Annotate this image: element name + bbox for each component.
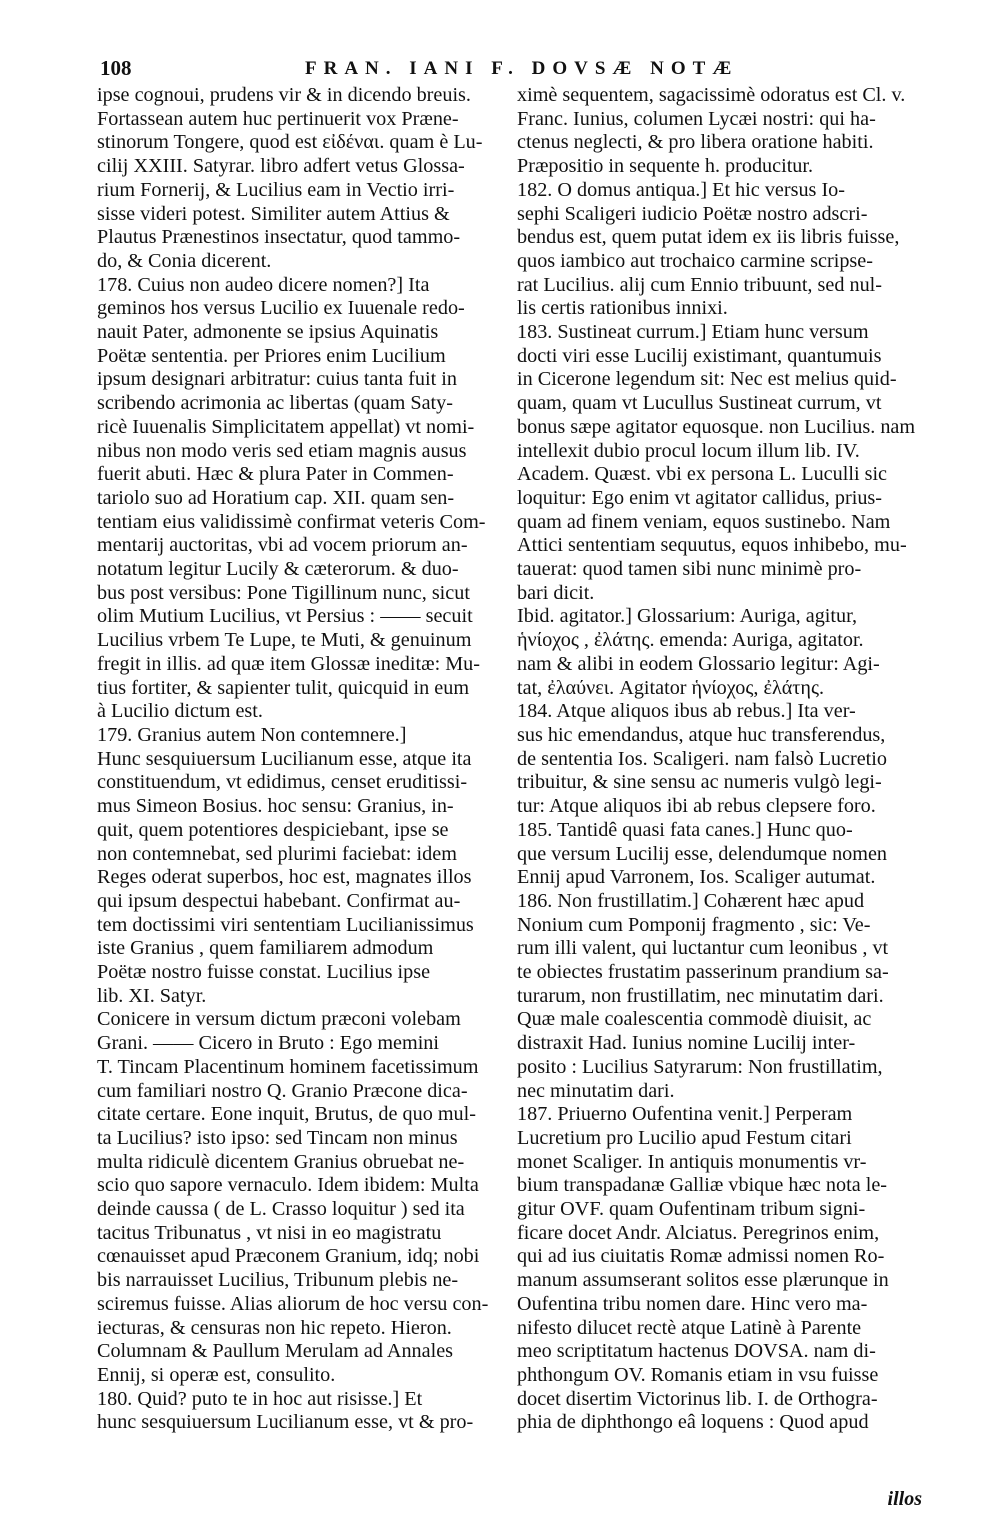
- text-line: Præpositio in sequente h. producitur.: [517, 155, 814, 178]
- text-line: quit, quem potentiores despiciebant, ipse se: [97, 818, 449, 841]
- text-line: iste Granius , quem familiarem admodum: [97, 937, 434, 960]
- text-line: ipsum designari arbitratur: cuius tanta fuit in: [97, 368, 457, 391]
- text-line: non contemnebat, sed plurimi faciebat: idem: [97, 842, 457, 865]
- text-line: 179. Granius autem Non contemnere.]: [97, 723, 407, 746]
- text-line: rat Lucilius. alij cum Ennio tribuunt, sed nul-: [517, 273, 882, 296]
- text-line: docti viri esse Lucilij existimant, quantumuis: [517, 344, 882, 367]
- running-title: FRAN. IANI F. DOVSÆ NOTÆ: [305, 58, 739, 79]
- text-line: quam ad finem veniam, equos sustinebo. Nam: [517, 510, 891, 533]
- text-line: tem doctissimi viri sententiam Lucilianissimus: [97, 913, 474, 936]
- text-line: tribuitur, & sine sensu ac numeris vulgò legi-: [517, 771, 882, 794]
- text-line: ficare docet Andr. Alciatus. Peregrinos enim,: [517, 1221, 880, 1244]
- text-line: Quæ male coalescentia commodè diuisit, ac: [517, 1008, 872, 1031]
- text-line: gitur OVF. quam Oufentinam tribum signi-: [517, 1198, 866, 1221]
- text-line: manum assumserant solitos esse plærunque in: [517, 1269, 889, 1292]
- text-line: monet Scaliger. In antiquis monumentis vr-: [517, 1150, 867, 1173]
- text-line: tentiam eius validissimè confirmat veteris Com-: [97, 510, 486, 533]
- page-number: 108: [100, 56, 132, 80]
- text-line: stinorum Tongere, quod est εἰδέναι. quam è Lu-: [97, 131, 483, 154]
- text-line: Academ. Quæst. vbi ex persona L. Luculli sic: [517, 463, 888, 486]
- text-line: 182. O domus antiqua.] Et hic versus Io-: [517, 178, 845, 201]
- text-line: Ennij apud Varronem, Ios. Scaliger autumat.: [517, 866, 876, 889]
- text-line: olim Mutium Lucilius, vt Persius : —— secuit: [97, 605, 473, 628]
- text-line: hunc sesquiuersum Lucilianum esse, vt & pro-: [97, 1411, 474, 1434]
- text-line: in Cicerone legendum sit: Nec est melius quid-: [517, 368, 897, 391]
- text-line: 178. Cuius non audeo dicere nomen?] Ita: [97, 273, 430, 296]
- text-line: notatum legitur Lucily & cæterorum. & duo-: [97, 558, 459, 581]
- text-line: tariolo suo ad Horatium cap. XII. quam sen-: [97, 486, 455, 509]
- text-line: do, & Conia dicerent.: [97, 249, 272, 272]
- text-line: bis narrauisset Lucilius, Tribunum plebis ne-: [97, 1269, 459, 1292]
- text-line: bonus sæpe agitator equosque. non Lucilius. nam: [517, 415, 916, 438]
- right-column: [517, 84, 935, 1435]
- text-line: nibus non modo veris sed etiam magnis ausus: [97, 439, 467, 462]
- text-line: ta Lucilius? isto ipso: sed Tincam non minus: [97, 1126, 458, 1149]
- text-line: 183. Sustineat currum.] Etiam hunc versum: [517, 321, 869, 344]
- text-line: Ennij, si operæ est, consulito.: [97, 1363, 336, 1386]
- text-line: que versum Lucilij esse, delendumque nomen: [517, 842, 888, 865]
- text-line: Franc. Iunius, columen Lycæi nostri: qui ha-: [517, 107, 876, 130]
- text-line: sus hic emendandus, atque huc transferendus,: [517, 723, 886, 746]
- text-line: multa ridiculè dicentem Granius obruebat ne-: [97, 1150, 465, 1173]
- text-line: de sententia Ios. Scaligeri. nam falsò Lucretio: [517, 747, 887, 770]
- catchword: illos: [887, 1488, 922, 1510]
- text-line: 180. Quid? puto te in hoc aut risisse.] Et: [97, 1387, 423, 1410]
- text-line: 187. Priuerno Oufentina venit.] Perperam: [517, 1103, 853, 1126]
- text-line: qui ipsum despectui habebant. Confirmat au-: [97, 889, 461, 912]
- left-column: [97, 84, 502, 1435]
- text-line: scribendo acrimonia ac libertas (quam Saty-: [97, 392, 453, 415]
- text-line: tauerat: quod tamen sibi nunc minimè pro-: [517, 558, 862, 581]
- text-line: tat, ἐλαύνει. Agitator ἡνίοχος, ἐλάτης.: [517, 676, 825, 699]
- text-line: Ibid. agitator.] Glossarium: Auriga, agitur,: [517, 605, 858, 628]
- text-line: ctenus neglecti, & pro libera oratione habiti.: [517, 131, 874, 154]
- text-line: rium Fornerij, & Lucilius eam in Vectio irri-: [97, 178, 455, 201]
- text-line: rum illi valent, qui luctantur cum leonibus , vt: [517, 937, 889, 960]
- text-line: turarum, non frustillatim, nec minutatim dari.: [517, 984, 884, 1007]
- text-line: ἡνίοχος , ἐλάτης. emenda: Auriga, agitator.: [517, 629, 864, 652]
- text-line: T. Tincam Placentinum hominem facetissimum: [97, 1055, 479, 1078]
- text-line: lis certis rationibus innixi.: [517, 297, 728, 320]
- text-line: fregit in illis. ad quæ item Glossæ ineditæ: Mu-: [97, 652, 480, 675]
- text-line: Grani. —— Cicero in Bruto : Ego memini: [97, 1032, 440, 1055]
- text-line: Fortassean autem huc pertinuerit vox Præne-: [97, 107, 459, 130]
- text-line: nauit Pater, admonente se ipsius Aquinatis: [97, 321, 439, 344]
- text-line: deinde caussa ( de L. Crasso loquitur ) sed ita: [97, 1198, 465, 1221]
- text-line: geminos hos versus Lucilio ex Iuuenale redo-: [97, 297, 465, 320]
- text-line: bendus est, quem putat idem ex iis libris fuisse,: [517, 226, 900, 249]
- text-line: sephi Scaligeri iudicio Poëtæ nostro adscri-: [517, 202, 868, 225]
- text-line: nec minutatim dari.: [517, 1079, 675, 1102]
- text-line: tacitus Tribunatus , vt nisi in eo magistratu: [97, 1221, 442, 1244]
- text-line: ricè Iuuenalis Simplicitatem appellat) vt nomi-: [97, 415, 475, 438]
- text-line: lib. XI. Satyr.: [97, 984, 207, 1007]
- text-line: mentarij auctoritas, vbi ad vocem priorum an-: [97, 534, 468, 557]
- text-line: 184. Atque aliquos ibus ab rebus.] Ita ver-: [517, 700, 856, 723]
- text-line: mus Simeon Bosius. hoc sensu: Granius, in-: [97, 795, 454, 818]
- text-line: quam, quam vt Lucullus Sustineat currum, vt: [517, 392, 882, 415]
- text-line: phia de diphthongo eâ loquens : Quod apud: [517, 1411, 869, 1434]
- text-line: ipse cognoui, prudens vir & in dicendo breuis.: [97, 84, 471, 106]
- text-line: nam & alibi in eodem Glossario legitur: Agi-: [517, 652, 880, 675]
- text-line: phthongum OV. Romanis etiam in vsu fuisse: [517, 1363, 879, 1386]
- running-header: [100, 56, 930, 86]
- text-line: distraxit Had. Iunius nomine Lucilij inter-: [517, 1032, 856, 1055]
- text-line: Poëtæ nostro fuisse constat. Lucilius ipse: [97, 961, 431, 984]
- text-line: bus post versibus: Pone Tigillinum nunc, sicut: [97, 581, 470, 604]
- text-line: cœnauisset apud Præconem Granium, idq; nobi: [97, 1245, 480, 1268]
- text-line: quos iambico aut trochaico carmine scripse-: [517, 249, 873, 272]
- text-line: citate certare. Eone inquit, Brutus, de quo mul-: [97, 1103, 476, 1126]
- text-line: fuerit abuti. Hæc & plura Pater in Commen-: [97, 463, 454, 486]
- text-line: loquitur: Ego enim vt agitator callidus, prius-: [517, 486, 882, 509]
- text-line: Lucilius vrbem Te Lupe, te Muti, & genuinum: [97, 629, 472, 652]
- text-line: te obiectes frustatim passerinum prandium sa-: [517, 961, 889, 984]
- text-line: Columnam & Paullum Merulam ad Annales: [97, 1340, 454, 1363]
- text-line: posito : Lucilius Satyrarum: Non frustillatim,: [517, 1055, 883, 1078]
- text-line: scio quo sapore vernaculo. Idem ibidem: Multa: [97, 1174, 479, 1197]
- text-line: intellexit dubio procul locum illum lib. IV.: [517, 439, 860, 462]
- text-line: nifesto dilucet rectè atque Latinè à Parente: [517, 1316, 862, 1339]
- text-line: constituendum, vt edidimus, censet eruditissi-: [97, 771, 468, 794]
- text-line: tur: Atque aliquos ibi ab rebus clepsere foro.: [517, 795, 876, 818]
- text-line: 186. Non frustillatim.] Cohærent hæc apud: [517, 889, 865, 912]
- text-line: meo scriptitatum hactenus DOVSA. nam di-: [517, 1340, 876, 1363]
- text-line: Plautus Prænestinos insectatur, quod tammo-: [97, 226, 461, 249]
- text-line: Reges oderat superbos, hoc est, magnates illos: [97, 866, 472, 889]
- text-line: sisse videri potest. Similiter autem Attius &: [97, 202, 450, 225]
- text-line: tius fortiter, & sapienter tulit, quicquid in eum: [97, 676, 470, 699]
- text-line: à Lucilio dictum est.: [97, 700, 263, 723]
- text-line: Hunc sesquiuersum Lucilianum esse, atque ita: [97, 747, 472, 770]
- text-line: Lucretium pro Lucilio apud Festum citari: [517, 1126, 852, 1149]
- text-line: bari dicit.: [517, 581, 595, 604]
- text-line: Attici sententiam sequutus, equos inhibebo, mu-: [517, 534, 907, 557]
- text-line: cum familiari nostro Q. Granio Præcone dica-: [97, 1079, 468, 1102]
- text-line: bium transpadanæ Galliæ vbique hæc nota le-: [517, 1174, 888, 1197]
- text-line: sciremus fuisse. Alias aliorum de hoc versu con-: [97, 1292, 489, 1315]
- text-line: iecturas, & censuras non hic repeto. Hieron.: [97, 1316, 452, 1339]
- text-line: 185. Tantidê quasi fata canes.] Hunc quo-: [517, 818, 853, 841]
- text-line: cilij XXIII. Satyrar. libro adfert vetus Glossa-: [97, 155, 465, 178]
- text-line: Nonium cum Pomponij fragmento , sic: Ve-: [517, 913, 871, 936]
- text-line: docet disertim Victorinus lib. I. de Orthogra-: [517, 1387, 878, 1410]
- text-line: qui ad ius ciuitatis Romæ admissi nomen Ro-: [517, 1245, 885, 1268]
- text-line: Poëtæ sententia. per Priores enim Lucilium: [97, 344, 446, 367]
- text-line: Oufentina tribu nomen dare. Hinc vero ma-: [517, 1292, 868, 1315]
- text-line: Conicere in versum dictum præconi volebam: [97, 1008, 461, 1031]
- text-line: ximè sequentem, sagacissimè odoratus est Cl. v.: [517, 84, 906, 106]
